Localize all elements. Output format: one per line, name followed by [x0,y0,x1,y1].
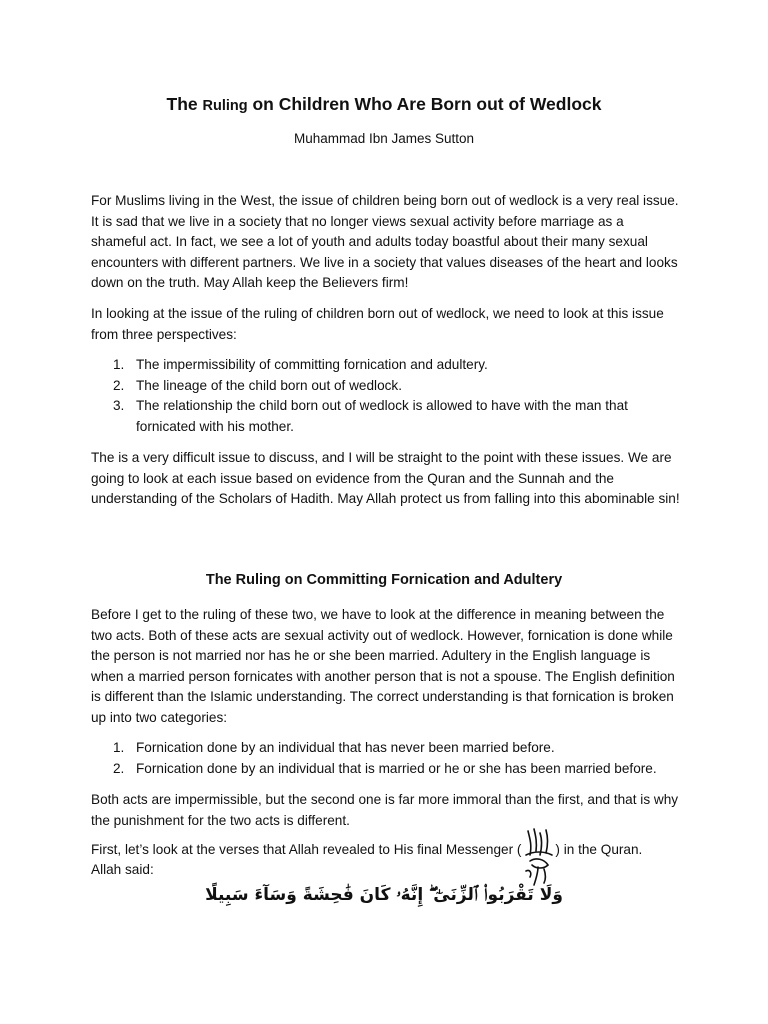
list-item-text: Fornication done by an individual that has never been married before. [136,740,555,755]
arabic-verse: وَلَا تَقْرَبُوا۟ ٱلزِّنَىٰٓ ۖ إِنَّهُۥ كَانَ فَٰحِشَةً وَسَآءَ سَبِيلًا [205,885,563,905]
verses-line-1-post: ) in the Quran. [555,842,643,857]
title-small-word: Ruling [202,98,248,114]
verses-line-1 [91,840,681,861]
verses-intro [91,840,681,880]
difference-paragraph: Before I get to the ruling of these two, we have to look at the difference in meaning between the two acts. Both of these acts are sexual activity out of wedlock. However, fornication is done while the person is not married nor has he or she been married. Adultery in the English language is when a married person fornicates with another person that is not a spouse. The English definition is different than the Islamic understanding. The correct understanding is that fornication is broken up into two categories: [91,607,675,725]
author-name: Muhammad Ibn James Sutton [293,131,475,146]
title-post: on Children Who Are Born out of Wedlock [247,94,602,114]
list-item-text: The impermissibility of committing fornication and adultery. [136,357,488,372]
salawat-calligraphy-icon [520,825,558,887]
list-number: 3. [113,398,125,414]
list-item [91,738,681,759]
title-pre: The [166,94,203,114]
list-item-text: The relationship the child born out of wedlock is allowed to have with the man that fornicated with his mother. [136,398,628,434]
verses-line-1-pre: First, let’s look at the verses that Allah revealed to His final Messenger ( [91,842,522,857]
list-item [91,759,681,780]
section-heading: The Ruling on Committing Fornication and Adultery [205,572,563,588]
list-item [91,376,681,397]
list-number: 1. [113,740,125,755]
list-item [91,355,681,376]
perspectives-list [91,355,681,437]
list-number: 1. [113,357,125,372]
list-item-text: Fornication done by an individual that is married or he or she has been married before. [136,760,657,776]
list-item [91,396,681,437]
intro-paragraph: For Muslims living in the West, the issue of children being born out of wedlock is a very real issue. It is sad that we live in a society that no longer views sexual activity before marriage as a shameful act. In fact, we see a lot of youth and adults today boastful about their many sexual encounters with different partners. We live in a society that values diseases of the heart and looks down on the truth. May Allah keep the Believers firm! [91,193,679,291]
verses-line-2: Allah said: [91,861,154,877]
document-title [0,94,768,115]
difficulty-paragraph: The is a very difficult issue to discuss, and I will be straight to the point with these issues. We are going to look at each issue based on evidence from the Quran and the Sunnah and the understanding of the Scholars of Hadith. May Allah protect us from falling into this abominable sin! [91,450,680,507]
list-number: 2. [113,377,125,393]
both-acts-paragraph: Both acts are impermissible, but the second one is far more immoral than the first, and that is why the punishment for the two acts is different. [91,792,679,828]
categories-list [91,738,681,779]
perspectives-intro: In looking at the issue of the ruling of children born out of wedlock, we need to look at this issue from three perspectives: [91,306,664,342]
list-item-text: The lineage of the child born out of wedlock. [136,377,403,393]
list-number: 2. [113,760,125,776]
